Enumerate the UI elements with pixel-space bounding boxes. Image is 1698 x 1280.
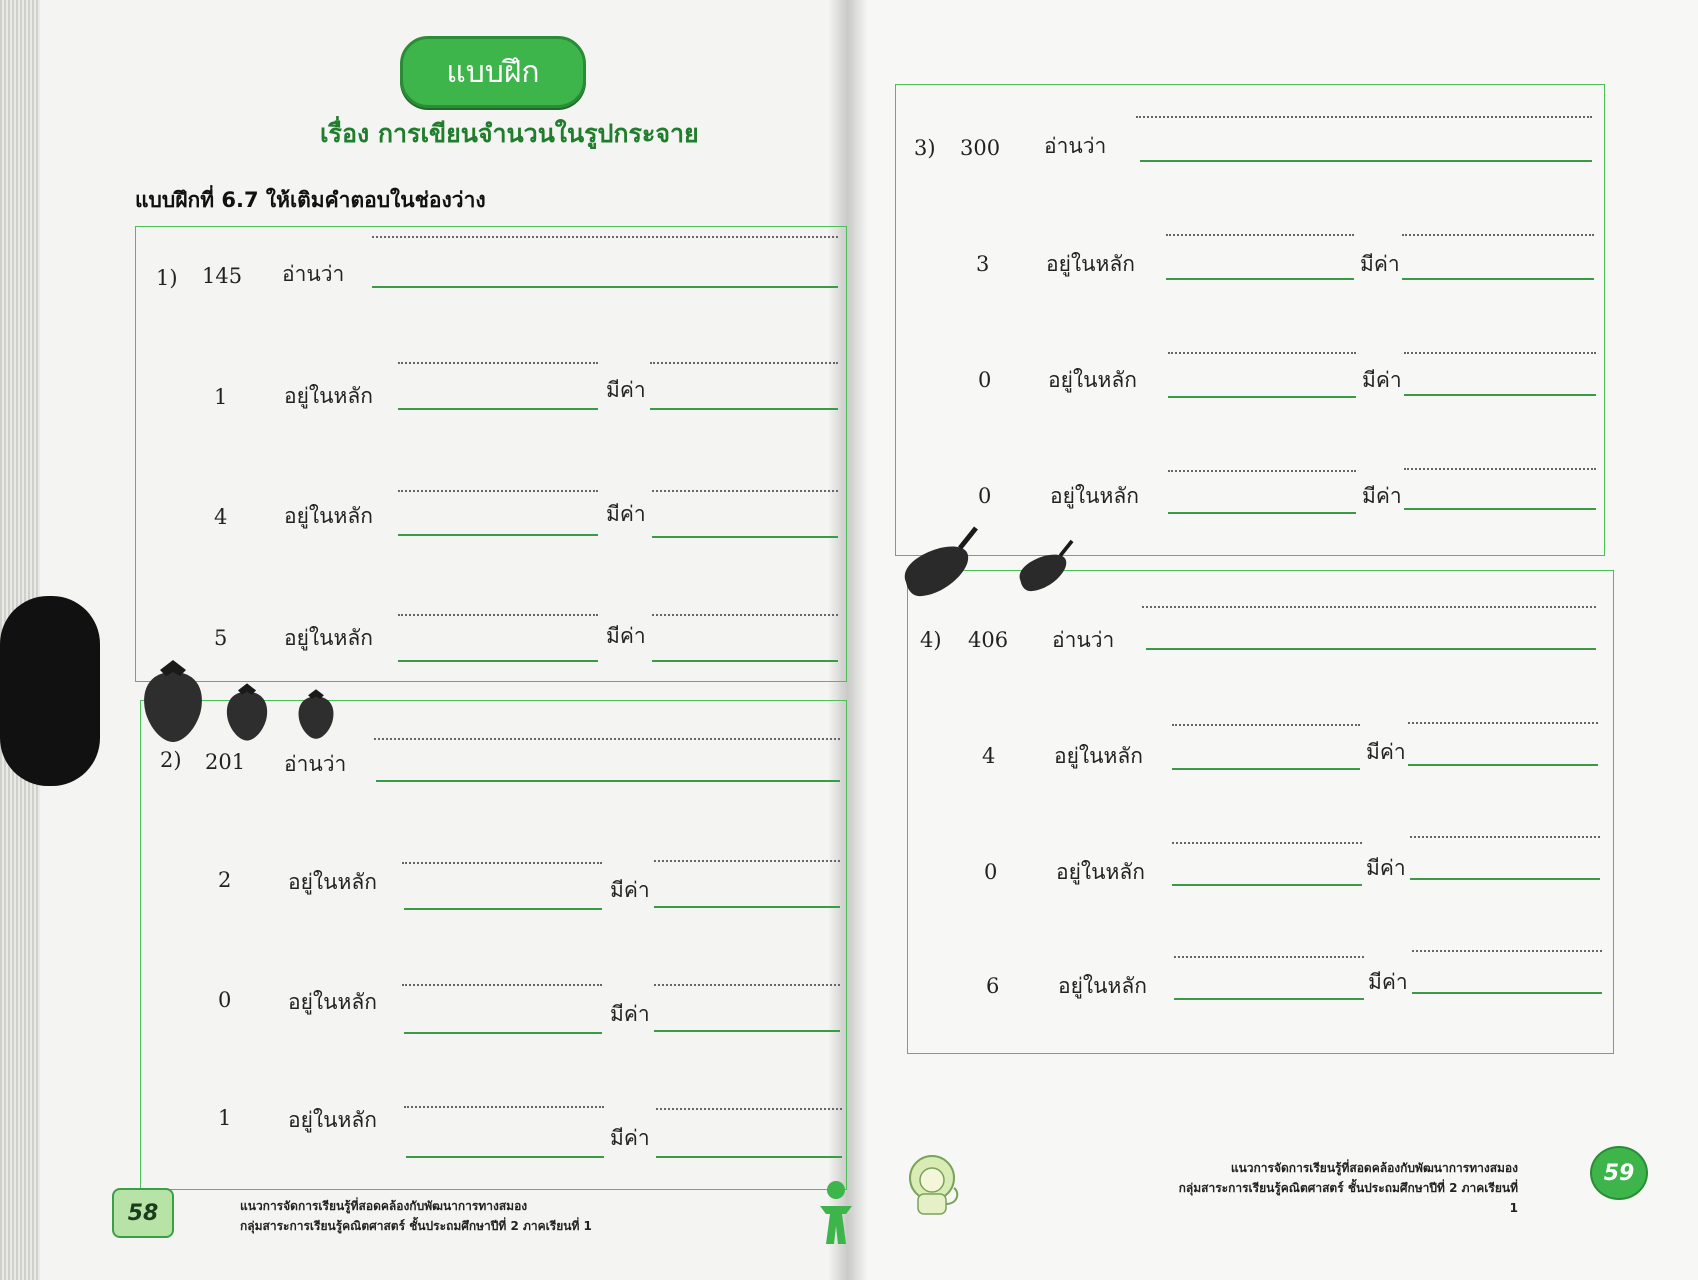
in-place-label: อยู่ในหลัก: [284, 626, 373, 650]
answer-line-place[interactable]: [404, 1032, 602, 1034]
answer-line-value[interactable]: [1404, 508, 1596, 510]
answer-line-place[interactable]: [1174, 998, 1364, 1000]
item-value: 201: [205, 750, 246, 774]
figure-icon: [818, 1180, 854, 1246]
answer-guide-line: [650, 362, 838, 364]
answer-line-value[interactable]: [1412, 992, 1602, 994]
digit: 5: [214, 626, 228, 650]
answer-guide-line: [654, 860, 840, 862]
digit: 4: [982, 744, 996, 768]
answer-line-place[interactable]: [1168, 396, 1356, 398]
value-label: มีค่า: [610, 1002, 650, 1026]
digit: 0: [218, 988, 232, 1012]
page-number-right: 59: [1590, 1146, 1648, 1200]
value-label: มีค่า: [606, 502, 646, 526]
strawberry-icon: [296, 688, 336, 740]
digit: 2: [218, 868, 232, 892]
answer-line-value[interactable]: [654, 906, 840, 908]
answer-guide-line: [1412, 950, 1602, 952]
answer-guide-line: [1410, 836, 1600, 838]
answer-line-place[interactable]: [1168, 512, 1356, 514]
value-label: มีค่า: [606, 624, 646, 648]
digit: 4: [214, 505, 228, 529]
item-value: 145: [202, 264, 243, 288]
value-label: มีค่า: [1368, 970, 1408, 994]
answer-line-read[interactable]: [376, 780, 840, 782]
answer-guide-line: [654, 984, 840, 986]
answer-guide-line: [1168, 470, 1356, 472]
answer-line-place[interactable]: [398, 660, 598, 662]
answer-guide-line: [652, 490, 838, 492]
answer-line-place[interactable]: [404, 908, 602, 910]
answer-guide-line: [1136, 116, 1592, 118]
read-as-label: อ่านว่า: [1052, 628, 1115, 652]
strawberry-icon: [140, 658, 206, 744]
footer-line: กลุ่มสาระการเรียนรู้คณิตศาสตร์ ชั้นประถมศึกษาปีที่ 2 ภาคเรียนที่ 1: [240, 1219, 592, 1233]
in-place-label: อยู่ในหลัก: [1058, 974, 1147, 998]
value-label: มีค่า: [610, 878, 650, 902]
digit: 6: [986, 974, 1000, 998]
in-place-label: อยู่ในหลัก: [1056, 860, 1145, 884]
answer-guide-line: [1168, 352, 1356, 354]
answer-line-read[interactable]: [1140, 160, 1592, 162]
in-place-label: อยู่ในหลัก: [284, 384, 373, 408]
answer-guide-line: [402, 984, 602, 986]
answer-guide-line: [398, 362, 598, 364]
answer-guide-line: [374, 738, 840, 740]
answer-guide-line: [1174, 956, 1364, 958]
worksheet-badge: แบบฝึก: [400, 36, 586, 108]
in-place-label: อยู่ในหลัก: [284, 504, 373, 528]
answer-line-place[interactable]: [398, 534, 598, 536]
page-number-left: 58: [112, 1188, 174, 1238]
digit: 1: [218, 1106, 232, 1130]
answer-line-value[interactable]: [652, 660, 838, 662]
item-value: 300: [960, 136, 1001, 160]
footer-right: [1168, 1158, 1518, 1218]
answer-line-value[interactable]: [650, 408, 838, 410]
footer-line: แนวการจัดการเรียนรู้ที่สอดคล้องกับพัฒนาการทางสมอง: [240, 1199, 528, 1213]
answer-guide-line: [652, 614, 838, 616]
digit: 0: [978, 484, 992, 508]
footer-line: แนวการจัดการเรียนรู้ที่สอดคล้องกับพัฒนาการทางสมอง: [1230, 1161, 1518, 1175]
answer-guide-line: [402, 862, 602, 864]
value-label: มีค่า: [1366, 740, 1406, 764]
answer-line-value[interactable]: [1404, 394, 1596, 396]
exercise-instruction: แบบฝึกที่ 6.7 ให้เติมคำตอบในช่องว่าง: [135, 188, 486, 212]
value-label: มีค่า: [1362, 484, 1402, 508]
in-place-label: อยู่ในหลัก: [1046, 252, 1135, 276]
answer-line-value[interactable]: [652, 536, 838, 538]
in-place-label: อยู่ในหลัก: [288, 1108, 377, 1132]
digit: 0: [984, 860, 998, 884]
exercise-box-4: [907, 570, 1614, 1054]
in-place-label: อยู่ในหลัก: [288, 870, 377, 894]
value-label: มีค่า: [1360, 252, 1400, 276]
answer-guide-line: [1166, 234, 1354, 236]
answer-guide-line: [1408, 722, 1598, 724]
read-as-label: อ่านว่า: [282, 262, 345, 286]
item-number: 3): [914, 136, 936, 160]
answer-guide-line: [1404, 468, 1596, 470]
item-number: 2): [160, 748, 182, 772]
digit: 1: [214, 385, 228, 409]
answer-guide-line: [398, 490, 598, 492]
value-label: มีค่า: [610, 1126, 650, 1150]
answer-line-place[interactable]: [406, 1156, 604, 1158]
footer-line: กลุ่มสาระการเรียนรู้คณิตศาสตร์ ชั้นประถมศึกษาปีที่ 2 ภาคเรียนที่ 1: [1178, 1181, 1518, 1215]
answer-guide-line: [372, 236, 838, 238]
in-place-label: อยู่ในหลัก: [1054, 744, 1143, 768]
answer-line-value[interactable]: [654, 1030, 840, 1032]
item-number: 1): [156, 266, 178, 290]
answer-line-value[interactable]: [1410, 878, 1600, 880]
answer-line-value[interactable]: [1402, 278, 1594, 280]
value-label: มีค่า: [1362, 368, 1402, 392]
answer-line-read[interactable]: [372, 286, 838, 288]
eggplant-icon: [900, 524, 984, 600]
value-label: มีค่า: [1366, 856, 1406, 880]
digit: 0: [978, 368, 992, 392]
footer-left: [240, 1196, 592, 1236]
answer-guide-line: [1172, 842, 1362, 844]
answer-line-value[interactable]: [656, 1156, 842, 1158]
book-clip: [0, 596, 100, 786]
answer-guide-line: [1142, 606, 1596, 608]
digit: 3: [976, 252, 990, 276]
strawberry-icon: [224, 680, 270, 744]
answer-guide-line: [398, 614, 598, 616]
eggplant-icon: [1016, 538, 1078, 594]
read-as-label: อ่านว่า: [284, 752, 347, 776]
answer-line-read[interactable]: [1146, 648, 1596, 650]
worksheet-topic: เรื่อง การเขียนจำนวนในรูปกระจาย: [320, 119, 699, 148]
answer-line-place[interactable]: [1172, 884, 1362, 886]
answer-line-place[interactable]: [398, 408, 598, 410]
answer-line-place[interactable]: [1172, 768, 1360, 770]
item-number: 4): [920, 628, 942, 652]
value-label: มีค่า: [606, 378, 646, 402]
answer-guide-line: [1404, 352, 1596, 354]
answer-guide-line: [1172, 724, 1360, 726]
exercise-box-3: [895, 84, 1605, 556]
exercise-box-2: [140, 700, 847, 1190]
in-place-label: อยู่ในหลัก: [288, 990, 377, 1014]
lion-icon: [904, 1154, 964, 1216]
in-place-label: อยู่ในหลัก: [1050, 484, 1139, 508]
answer-guide-line: [656, 1108, 842, 1110]
read-as-label: อ่านว่า: [1044, 134, 1107, 158]
answer-guide-line: [404, 1106, 604, 1108]
in-place-label: อยู่ในหลัก: [1048, 368, 1137, 392]
answer-line-place[interactable]: [1166, 278, 1354, 280]
answer-line-value[interactable]: [1408, 764, 1598, 766]
answer-guide-line: [1402, 234, 1594, 236]
item-value: 406: [968, 628, 1009, 652]
